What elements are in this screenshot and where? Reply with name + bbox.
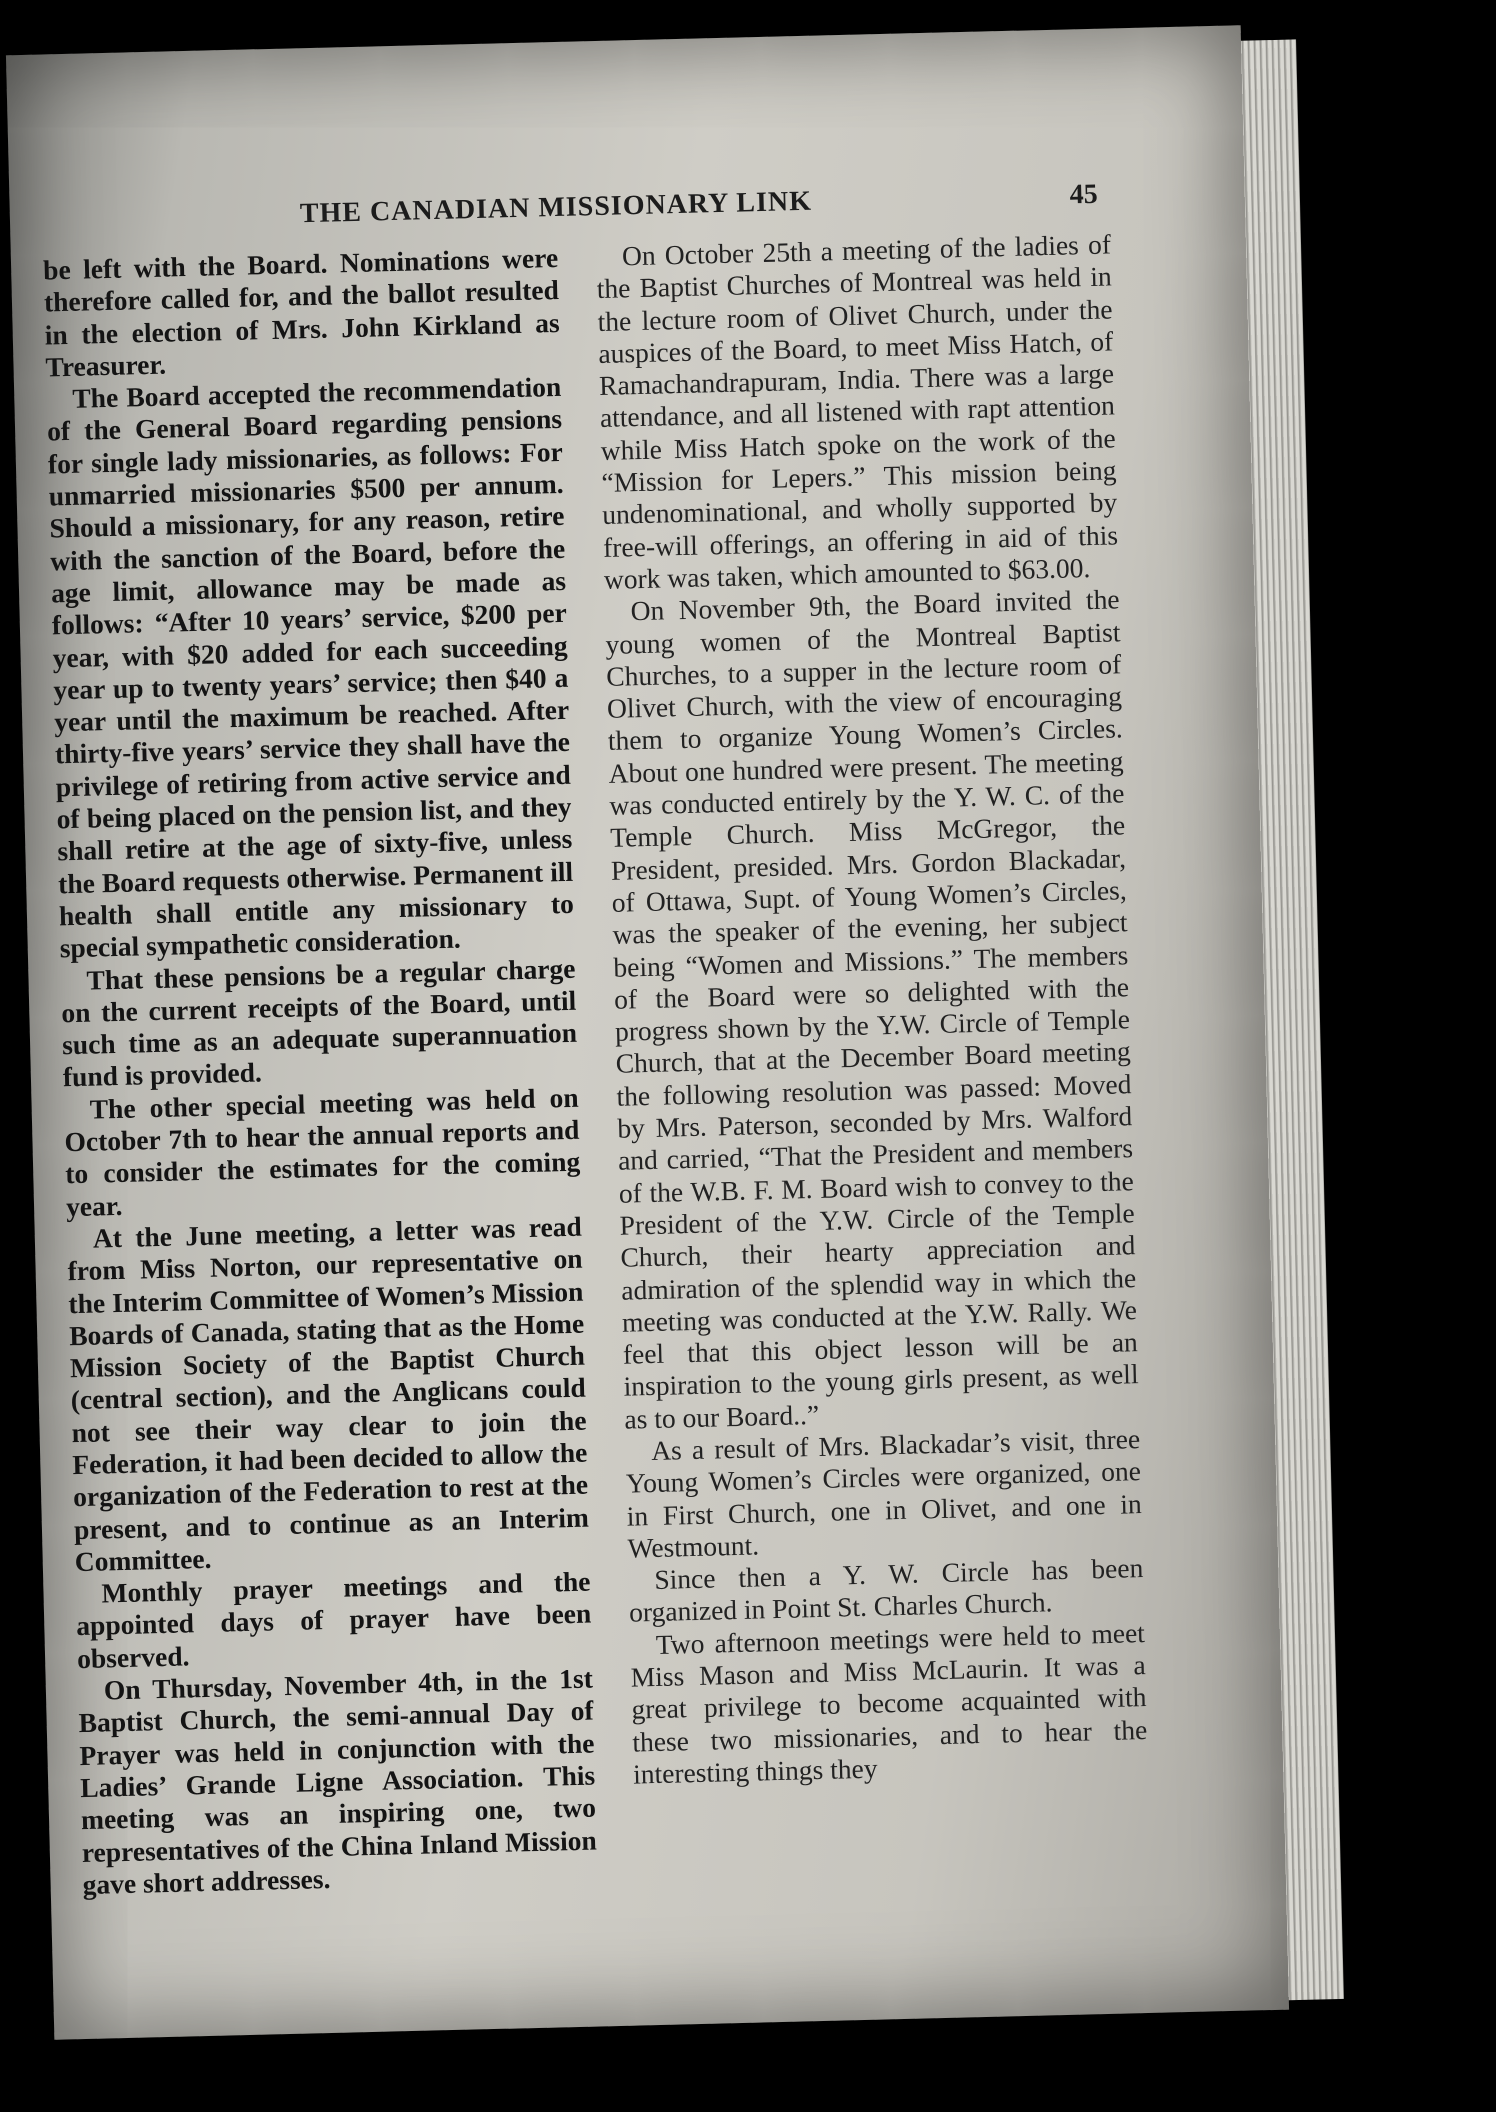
paragraph: Since then a Y. W. Circle has been organized in Point St. Charles Church. (628, 1552, 1144, 1629)
left-column (43, 242, 600, 1974)
paragraph: That these pensions be a regular charge on the current receipts of the Board, until such time as an adequate superannuation fund is provided. (60, 952, 578, 1093)
right-column (596, 228, 1153, 1960)
book-page (6, 25, 1289, 2040)
paragraph: On October 25th a meeting of the ladies of the Baptist Churches of Montreal was held in the lecture room of Olivet Church, under the auspices of the Board, to meet Miss Hatch, of Ramachandrapuram, India. There was a large attendance, and all listened with rapt attention while Miss Hatch spoke on the work of the “Mission for Lepers.” This mission being undenominational, and wholly supported by free-will offerings, an offering in aid of this work was taken, which amounted to $63.00. (596, 228, 1119, 595)
paragraph: At the June meeting, a letter was read from Miss Norton, our representative on the Interim Committee of Women’s Mission Boards of Canada, stating that as the Home Mission Society of the Baptist Church (central section), and the Anglicans could not see their way clear to join the Federation, it had been decided to allow the organization of the Federation to rest at the present, and to continue as an Interim Committee. (67, 1210, 590, 1578)
paragraph: As a result of Mrs. Blackadar’s visit, three Young Women’s Circles were organized, one in First Church, one in Olivet, and one in Westmount. (625, 1423, 1143, 1564)
paragraph: Monthly prayer meetings and the appointed days of prayer have been observed. (75, 1565, 592, 1674)
paragraph: On Thursday, November 4th, in the 1st Baptist Church, the semi-annual Day of Prayer was held in conjunction with the Ladies’ Grande Ligne Association. This meeting was an inspiring one, two representatives of the China Inland Mission gave short addresses. (78, 1662, 598, 1900)
paragraph: On November 9th, the Board invited the young women of the Montreal Baptist Churches, to a supper in the lecture room of Olivet Church, with the view of encouraging them to organize Young Women’s Circles. About one hundred were present. The meeting was conducted entirely by the Y. W. C. of the Temple Church. Miss McGregor, the President, presided. Mrs. Gordon Blackadar, of Ottawa, Supt. of Young Women’s Circles, was the speaker of the evening, her subject being “Women and Missions.” The members of the Board were so delighted with the progress shown by the Y.W. Circle of Temple Church, that at the December Board meeting the following resolution was passed: Moved by Mrs. Paterson, seconded by Mrs. Walford and carried, “That the President and members of the W.B. F. M. Board wish to convey to the President of the Y.W. Circle of the Temple Church, their hearty appreciation and admiration of the splendid way in which the meeting was conducted at the Y.W. Rally. We feel that this object lesson will be an inspiration to the young girls present, as well as to our Board..” (605, 583, 1139, 1435)
page-title: THE CANADIAN MISSIONARY LINK (299, 185, 813, 230)
paragraph: The other special meeting was held on October 7th to hear the annual reports and to consider the estimates for the coming year. (64, 1081, 581, 1222)
paragraph: be left with the Board. Nominations were therefore called for, and the ballot resulted in the election of Mrs. John Kirkland as Treasurer. (42, 241, 560, 383)
paragraph: Two afternoon meetings were held to meet Miss Mason and Miss McLaurin. It was a great privilege to become acquainted with these two missionaries, and to hear the interesting things they (630, 1616, 1148, 1790)
paragraph: The Board accepted the recommendation of the General Board regarding pensions for single lady missionaries, as follows: For unmarried missionaries $500 per annum. Should a missionary, for any reason, retire with the sanction of the Board, before the age limit, allowance may be made as follows: “After 10 years’ service, $200 per year, with $20 added for each succeeding year up to twenty years’ service; then $40 a year until the maximum be reached. After thirty-five years’ service they shall have the privilege of retiring from active service and of being placed on the pension list, and they shall retire at the age of sixty-five, unless the Board requests otherwise. Permanent ill health shall entitle any missionary to special sympathetic consideration. (46, 371, 575, 964)
page-number: 45 (1069, 178, 1099, 211)
